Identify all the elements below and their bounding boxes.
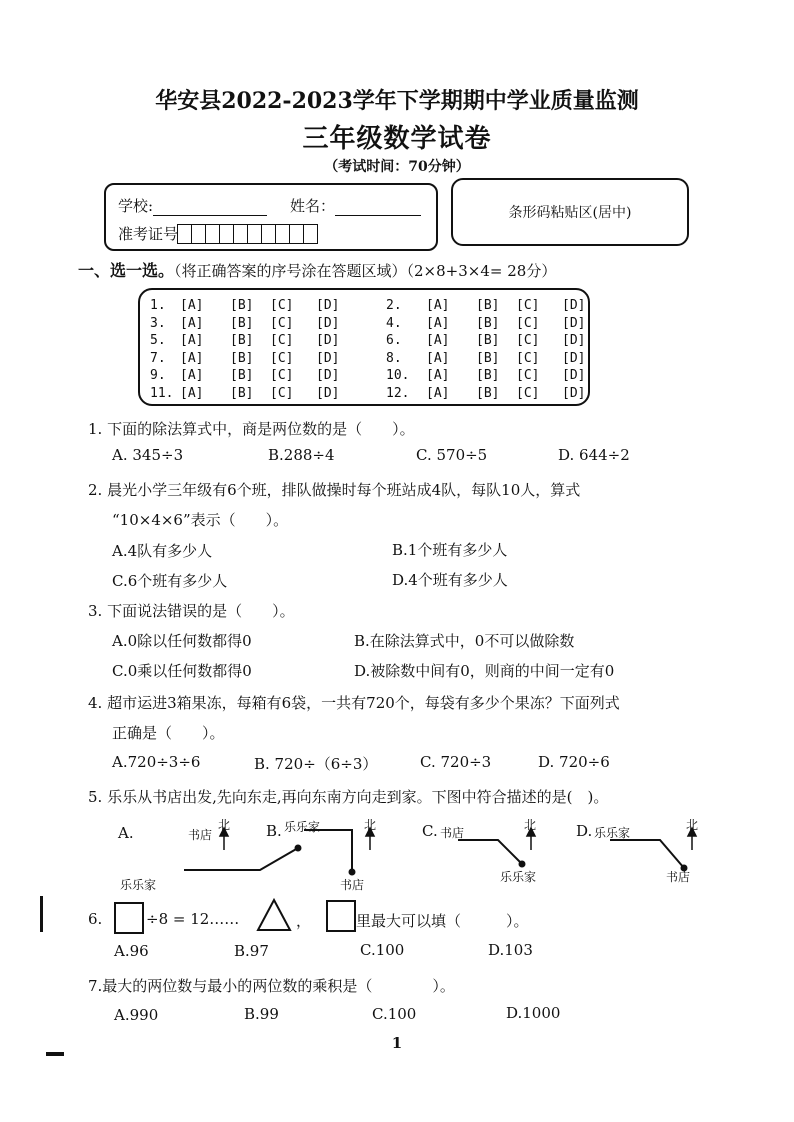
answer-bubble[interactable]: [B] <box>230 298 254 313</box>
fig-c-north-label: 北 <box>524 818 537 832</box>
answer-bubble[interactable]: [D] <box>562 368 586 383</box>
q6-option-c[interactable]: C.100 <box>360 941 405 959</box>
barcode-area <box>451 178 689 246</box>
answer-bubble[interactable]: [D] <box>316 385 340 401</box>
fig-c-store-label: 书店 <box>440 826 465 840</box>
answer-bubble[interactable]: [A] <box>426 315 450 331</box>
answer-bubble[interactable]: [D] <box>562 385 586 401</box>
answer-row-right-number: 10. <box>386 368 410 383</box>
fig-a-path <box>184 848 298 870</box>
answer-bubble[interactable]: [C] <box>516 385 540 401</box>
answer-row-left-number: 7. <box>150 350 166 366</box>
answer-bubble[interactable]: [D] <box>316 333 340 348</box>
answer-bubble[interactable]: [A] <box>180 333 204 348</box>
fig-b-store-label: 书店 <box>340 878 365 892</box>
answer-bubble[interactable]: [A] <box>426 385 450 401</box>
q6-option-b[interactable]: B.97 <box>234 942 269 960</box>
answer-bubble[interactable]: [B] <box>476 315 500 331</box>
q6-square-shape-2 <box>326 900 356 932</box>
fig-b-store-dot <box>350 870 355 875</box>
answer-row-left-number: 3. <box>150 315 166 331</box>
q7-option-d[interactable]: D.1000 <box>506 1004 561 1022</box>
answer-row <box>140 368 588 384</box>
exam-time: （考试时间：70分钟） <box>324 159 470 175</box>
school-blank[interactable] <box>153 199 267 216</box>
q1-option-d[interactable]: D. 644÷2 <box>558 446 630 464</box>
answer-bubble[interactable]: [B] <box>230 315 254 331</box>
question-2-line1: 2. 晨光小学三年级有6个班，排队做操时每个班站成4队，每队10人，算式 <box>88 481 581 499</box>
answer-row <box>140 351 588 367</box>
fig-d-path <box>610 840 684 868</box>
answer-bubble[interactable]: [C] <box>516 315 540 331</box>
q3-option-c[interactable]: C.0乘以任何数都得0 <box>112 662 252 680</box>
answer-bubble[interactable]: [A] <box>180 298 204 313</box>
student-info-box <box>104 183 438 251</box>
answer-row-right-number: 12. <box>386 385 410 401</box>
fig-c-home-dot <box>520 862 525 867</box>
answer-bubble[interactable]: [A] <box>180 350 204 366</box>
q1-option-b[interactable]: B.288÷4 <box>268 446 335 464</box>
question-5: 5. 乐乐从书店出发,先向东走,再向东南方向走到家。下图中符合描述的是( )。 <box>88 788 609 806</box>
q7-option-c[interactable]: C.100 <box>372 1005 417 1023</box>
answer-bubble[interactable]: [B] <box>230 350 254 366</box>
answer-bubble[interactable]: [D] <box>562 333 586 348</box>
q6-square-shape <box>114 902 144 934</box>
answer-bubble[interactable]: [B] <box>230 368 254 383</box>
fig-d-north-label: 北 <box>686 818 699 832</box>
q6-option-a[interactable]: A.96 <box>114 942 149 960</box>
answer-bubble[interactable]: [A] <box>180 315 204 331</box>
answer-bubble[interactable]: [A] <box>180 368 204 383</box>
answer-bubble[interactable]: [B] <box>476 385 500 401</box>
answer-bubble[interactable]: [C] <box>516 350 540 366</box>
name-blank[interactable] <box>335 199 421 216</box>
name-field[interactable] <box>290 195 421 216</box>
q4-option-c[interactable]: C. 720÷3 <box>420 753 492 771</box>
answer-bubble[interactable]: [D] <box>562 298 586 313</box>
q4-option-b[interactable]: B. 720÷（6÷3） <box>254 755 378 773</box>
answer-bubble[interactable]: [D] <box>316 315 340 331</box>
answer-bubble[interactable]: [A] <box>180 385 204 401</box>
section-1-heading <box>78 258 556 281</box>
question-2-line2: “10×4×6”表示（ ）。 <box>112 511 289 529</box>
answer-row-left-number: 9. <box>150 368 166 383</box>
fig-b-letter[interactable]: B. <box>266 822 282 840</box>
answer-bubble[interactable]: [D] <box>316 298 340 313</box>
q7-option-b[interactable]: B.99 <box>244 1005 279 1023</box>
answer-bubble[interactable]: [B] <box>230 333 254 348</box>
fig-c-letter[interactable]: C. <box>422 822 438 840</box>
q3-option-a[interactable]: A.0除以任何数都得0 <box>112 632 252 650</box>
q6-number: 6. <box>88 910 103 928</box>
answer-bubble[interactable]: [B] <box>476 298 500 313</box>
page-number: 1 <box>391 1034 403 1052</box>
answer-bubble[interactable]: [D] <box>562 315 586 331</box>
q6-option-d[interactable]: D.103 <box>488 941 533 959</box>
fig-a-store-label: 书店 <box>188 828 213 842</box>
q6-comma: ， <box>296 912 312 930</box>
fig-d-home-label: 乐乐家 <box>594 826 631 840</box>
scan-mark-bottom <box>46 1052 64 1056</box>
answer-bubble[interactable]: [C] <box>516 333 540 348</box>
answer-bubble[interactable]: [C] <box>270 350 294 366</box>
section-1-note: （将正确答案的序号涂在答题区域）（2×8+3×4= 28分） <box>174 262 557 280</box>
exam-title: 华安县2022-2023学年下学期期中学业质量监测 <box>155 88 639 114</box>
question-4-line2: 正确是（ ）。 <box>112 724 225 742</box>
answer-bubble[interactable]: [C] <box>270 368 294 383</box>
answer-bubble[interactable]: [C] <box>516 368 540 383</box>
school-label: 学校: <box>118 197 154 215</box>
answer-row <box>140 386 588 402</box>
q2-option-d[interactable]: D.4个班有多少人 <box>392 571 508 589</box>
answer-bubble[interactable]: [B] <box>230 385 254 401</box>
answer-bubble[interactable]: [C] <box>516 298 540 313</box>
answer-bubble[interactable]: [A] <box>426 368 450 383</box>
q2-option-a[interactable]: A.4队有多少人 <box>112 542 213 560</box>
fig-b-path <box>304 830 352 872</box>
school-field[interactable] <box>118 195 267 216</box>
question-1: 1. 下面的除法算式中，商是两位数的是（ ）。 <box>88 420 415 438</box>
q3-option-d[interactable]: D.被除数中间有0，则商的中间一定有0 <box>354 662 615 680</box>
q1-option-c[interactable]: C. 570÷5 <box>416 446 488 464</box>
answer-row-left-number: 11. <box>150 385 174 401</box>
fig-b-home-label: 乐乐家 <box>284 820 321 834</box>
exam-id-label: 准考证号 <box>118 225 179 243</box>
answer-bubble[interactable]: [C] <box>270 298 294 313</box>
answer-bubble[interactable]: [A] <box>426 333 450 348</box>
answer-bubble[interactable]: [C] <box>270 385 294 401</box>
answer-bubble[interactable]: [A] <box>426 350 450 366</box>
answer-sheet <box>138 288 590 406</box>
fig-c-home-label: 乐乐家 <box>500 870 537 884</box>
question-4-line1: 4. 超市运进3箱果冻，每箱有6袋，一共有720个，每袋有多少个果冻？下面列式 <box>88 694 620 712</box>
answer-row-left-number: 1. <box>150 298 166 313</box>
answer-row <box>140 316 588 332</box>
scan-mark-left <box>40 896 43 932</box>
question-3: 3. 下面说法错误的是（ ）。 <box>88 602 295 620</box>
answer-bubble[interactable]: [A] <box>426 298 450 313</box>
answer-bubble[interactable]: [D] <box>562 350 586 366</box>
answer-bubble[interactable]: [C] <box>270 333 294 348</box>
answer-row-right-number: 4. <box>386 315 402 331</box>
q2-option-b[interactable]: B.1个班有多少人 <box>392 541 508 559</box>
answer-bubble[interactable]: [B] <box>476 350 500 366</box>
q1-option-a[interactable]: A. 345÷3 <box>112 446 184 464</box>
fig-a-home-label: 乐乐家 <box>120 878 157 892</box>
answer-bubble[interactable]: [C] <box>270 315 294 331</box>
q2-option-c[interactable]: C.6个班有多少人 <box>112 572 228 590</box>
q6-tail: 里最大可以填（ ）。 <box>356 912 529 930</box>
fig-d-letter[interactable]: D. <box>576 822 593 840</box>
fig-c-path <box>458 840 522 864</box>
section-1-title: 一、选一选。 <box>78 261 175 280</box>
exam-id-field[interactable] <box>118 223 318 244</box>
fig-a-letter[interactable]: A. <box>118 824 134 842</box>
answer-bubble[interactable]: [D] <box>316 350 340 366</box>
answer-row <box>140 298 588 314</box>
question-7: 7.最大的两位数与最小的两位数的乘积是（ ）。 <box>88 977 455 995</box>
fig-b-north-label: 北 <box>364 818 377 832</box>
q7-option-a[interactable]: A.990 <box>114 1006 159 1024</box>
q3-option-b[interactable]: B.在除法算式中，0不可以做除数 <box>354 632 575 650</box>
answer-row-left-number: 5. <box>150 333 166 348</box>
barcode-label: 条形码粘贴区(居中) <box>508 205 632 221</box>
name-label: 姓名： <box>290 197 336 215</box>
q6-triangle-shape <box>256 898 292 932</box>
fig-a-store-dot <box>296 846 301 851</box>
q6-expression: ÷8 = 12…… <box>146 910 240 928</box>
fig-d-store-label: 书店 <box>666 870 691 884</box>
answer-row <box>140 333 588 349</box>
fig-a-north-label: 北 <box>218 818 231 832</box>
answer-bubble[interactable]: [D] <box>316 368 340 383</box>
answer-row-right-number: 8. <box>386 350 402 366</box>
exam-subtitle: 三年级数学试卷 <box>302 124 492 154</box>
answer-bubble[interactable]: [B] <box>476 333 500 348</box>
answer-bubble[interactable]: [B] <box>476 368 500 383</box>
answer-row-right-number: 2. <box>386 298 402 313</box>
q4-option-a[interactable]: A.720÷3÷6 <box>112 753 201 771</box>
answer-row-right-number: 6. <box>386 333 402 348</box>
q4-option-d[interactable]: D. 720÷6 <box>538 753 610 771</box>
exam-id-cells[interactable] <box>178 224 318 244</box>
